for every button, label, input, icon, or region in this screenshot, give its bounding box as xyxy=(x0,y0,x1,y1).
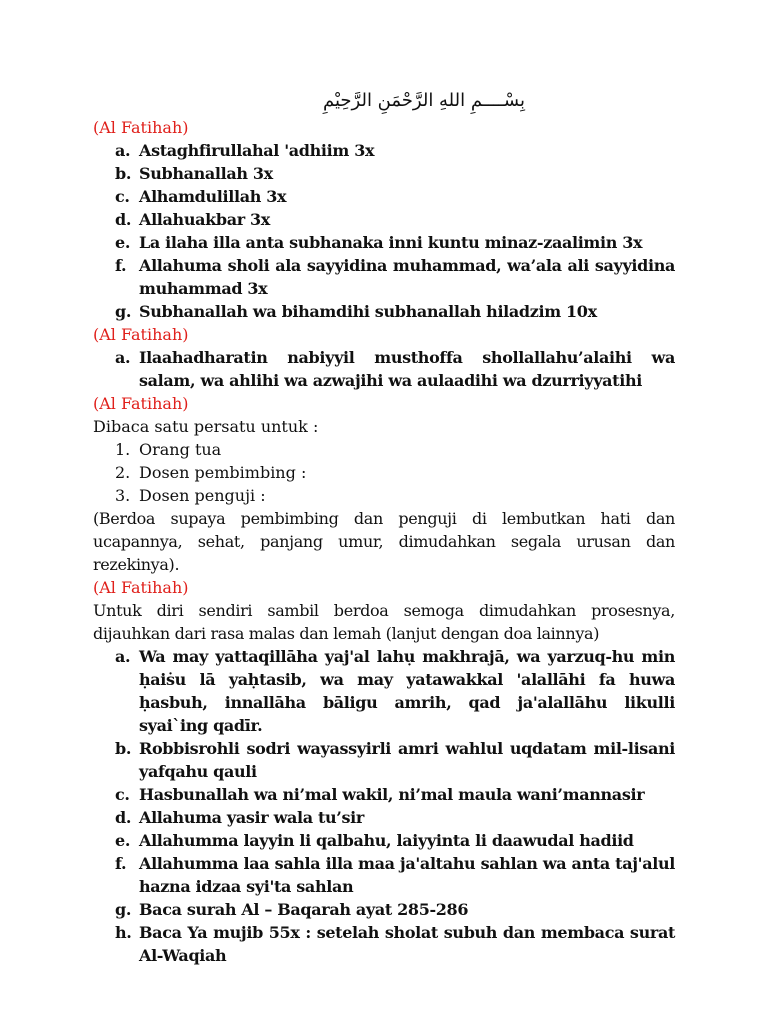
list-item-text: Allahuakbar 3x xyxy=(139,210,270,229)
fatihah-heading-3: (Al Fatihah) xyxy=(93,394,189,413)
list-marker: g. xyxy=(115,900,132,919)
list-marker: b. xyxy=(115,164,132,183)
list-marker: e. xyxy=(115,831,131,850)
list-marker: g. xyxy=(115,302,132,321)
list-item-text: Subhanallah wa bihamdihi subhanallah hiladzim 10x xyxy=(139,302,597,321)
list-item xyxy=(93,254,675,300)
list-marker: 1. xyxy=(115,440,131,459)
list-item-text: Baca Ya mujib 55x : setelah sholat subuh dan membaca surat Al-Waqiah xyxy=(139,923,675,965)
list-item xyxy=(93,737,675,783)
list-marker: h. xyxy=(115,923,132,942)
list-item xyxy=(93,139,675,162)
list-item-text: Subhanallah 3x xyxy=(139,164,273,183)
list-marker: f. xyxy=(115,256,127,275)
list-item-text: Allahumma layyin li qalbahu, laiyyinta li daawudal hadiid xyxy=(139,831,634,850)
fatihah-heading-1: (Al Fatihah) xyxy=(93,118,189,137)
paragraph-note: (Berdoa supaya pembimbing dan penguji di lembutkan hati dan ucapannya, sehat, panjang umur, dimudahkan segala urusan dan rezekinya). xyxy=(93,509,675,574)
list-item-text: Dosen pembimbing : xyxy=(139,463,307,482)
list-marker: f. xyxy=(115,854,127,873)
recipient-list xyxy=(93,438,675,507)
fatihah-heading-4: (Al Fatihah) xyxy=(93,578,189,597)
list-item xyxy=(93,162,675,185)
list-item xyxy=(93,484,675,507)
list-marker: b. xyxy=(115,739,132,758)
paragraph-intro-4: Untuk diri sendiri sambil berdoa semoga dimudahkan prosesnya, dijauhkan dari rasa malas dan lemah (lanjut dengan doa lainnya) xyxy=(93,601,675,643)
list-item xyxy=(93,346,675,392)
list-item xyxy=(93,783,675,806)
fatihah-heading-2: (Al Fatihah) xyxy=(93,325,189,344)
list-marker: a. xyxy=(115,348,131,367)
list-item-text: Baca surah Al – Baqarah ayat 285-286 xyxy=(139,900,469,919)
list-item-text: Allahuma sholi ala sayyidina muhammad, wa’ala ali sayyidina muhammad 3x xyxy=(139,256,675,298)
list-marker: 3. xyxy=(115,486,131,505)
list-marker: a. xyxy=(115,141,131,160)
list-item-text: Hasbunallah wa ni’mal wakil, ni’mal maula wani’mannasir xyxy=(139,785,645,804)
list-item xyxy=(93,461,675,484)
list-marker: e. xyxy=(115,233,131,252)
paragraph-intro-3: Dibaca satu persatu untuk : xyxy=(93,417,319,436)
list-item xyxy=(93,806,675,829)
list-item xyxy=(93,852,675,898)
list-item xyxy=(93,208,675,231)
basmala-heading: بِسْــــمِ اللهِ الرَّحْمَنِ الرَّحِيْمِ xyxy=(322,90,525,111)
list-marker: d. xyxy=(115,808,132,827)
list-marker: c. xyxy=(115,785,130,804)
prayer-list xyxy=(93,645,675,967)
salawat-list xyxy=(93,346,675,392)
list-item-text: Allahuma yasir wala tu’sir xyxy=(139,808,364,827)
list-item-text: Allahumma laa sahla illa maa ja'altahu sahlan wa anta taj'alul hazna idzaa syi'ta sahlan xyxy=(139,854,675,896)
list-item xyxy=(93,898,675,921)
list-item xyxy=(93,645,675,737)
list-item-text: Astaghfirullahal 'adhiim 3x xyxy=(139,141,375,160)
list-marker: d. xyxy=(115,210,132,229)
list-item-text: Ilaahadharatin nabiyyil musthoffa shollallahu’alaihi wa salam, wa ahlihi wa azwajihi wa aulaadihi wa dzurriyyatihi xyxy=(139,348,675,390)
list-item-text: Robbisrohli sodri wayassyirli amri wahlul uqdatam mil-lisani yafqahu qauli xyxy=(139,739,675,781)
list-marker: c. xyxy=(115,187,130,206)
list-item-text: Orang tua xyxy=(139,440,222,459)
list-marker: a. xyxy=(115,647,131,666)
list-marker: 2. xyxy=(115,463,131,482)
list-item xyxy=(93,921,675,967)
list-item-text: Dosen penguji : xyxy=(139,486,266,505)
list-item xyxy=(93,829,675,852)
list-item-text: Wa may yattaqillāha yaj'al lahụ makhrajā, wa yarzuq-hu min ḥaiṡu lā yaḥtasib, wa may yatawakkal 'alallāhi fa huwa ḥasbuh, innallāha bāligu amrih, qad ja'alallāhu likulli syai`ing qadīr. xyxy=(139,647,675,735)
list-item xyxy=(93,438,675,461)
list-item-text: La ilaha illa anta subhanaka inni kuntu minaz-zaalimin 3x xyxy=(139,233,643,252)
list-item xyxy=(93,185,675,208)
list-item xyxy=(93,231,675,254)
list-item xyxy=(93,300,675,323)
dhikr-list xyxy=(93,139,675,323)
list-item-text: Alhamdulillah 3x xyxy=(139,187,287,206)
